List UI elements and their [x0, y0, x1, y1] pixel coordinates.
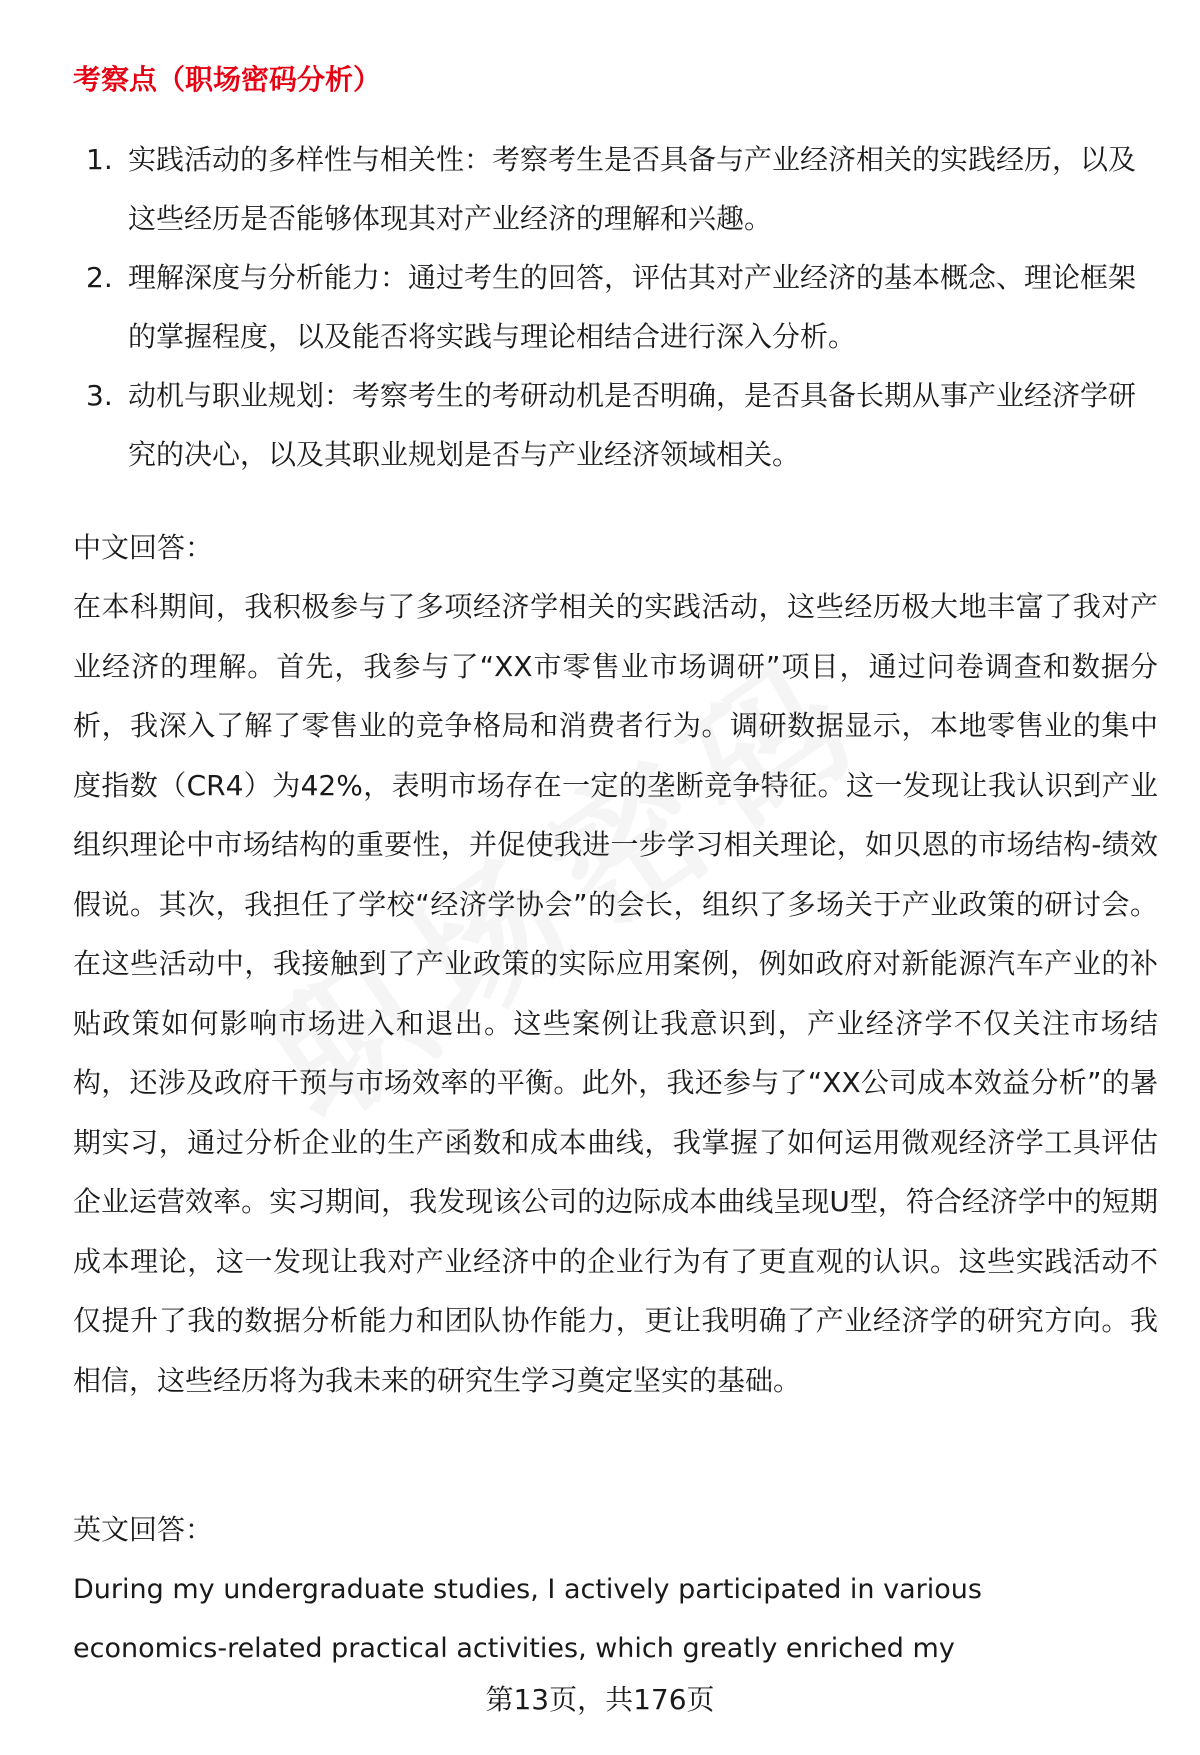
list-number: 3.	[86, 379, 113, 412]
section-heading: 考察点（职场密码分析）	[73, 63, 382, 96]
chinese-answer-body: 在本科期间，我积极参与了多项经济学相关的实践活动，这些经历极大地丰富了我对产业经济的理解。首先，我参与了“XX市零售业市场调研”项目，通过问卷调查和数据分析，我深入了解了零售业的竞争格局和消费者行为。调研数据显示，本地零售业的集中度指数（CR4）为42%，表明市场存在一定的垄断竞争特征。这一发现让我认识到产业组织理论中市场结构的重要性，并促使我进一步学习相关理论，如贝恩的市场结构-绩效假说。其次，我担任了学校“经济学协会”的会长，组织了多场关于产业政策的研讨会。在这些活动中，我接触到了产业政策的实际应用案例，例如政府对新能源汽车产业的补贴政策如何影响市场进入和退出。这些案例让我意识到，产业经济学不仅关注市场结构，还涉及政府干预与市场效率的平衡。此外，我还参与了“XX公司成本效益分析”的暑期实习，通过分析企业的生产函数和成本曲线，我掌握了如何运用微观经济学工具评估企业运营效率。实习期间，我发现该公司的边际成本曲线呈现U型，符合经济学中的短期成本理论，这一发现让我对产业经济中的企业行为有了更直观的认识。这些实践活动不仅提升了我的数据分析能力和团队协作能力，更让我明确了产业经济学的研究方向。我相信，这些经历将为我未来的研究生学习奠定坚实的基础。	[73, 590, 1158, 1397]
list-item-text: 实践活动的多样性与相关性：考察考生是否具备与产业经济相关的实践经历，以及这些经历是否能够体现其对产业经济的理解和兴趣。	[128, 143, 1137, 235]
list-number: 2.	[86, 261, 113, 294]
list-item	[73, 248, 1153, 366]
english-answer-line: economics-related practical activities, which greatly enriched my	[73, 1633, 955, 1664]
english-answer-label: 英文回答：	[73, 1513, 214, 1546]
list-item-text: 理解深度与分析能力：通过考生的回答，评估其对产业经济的基本概念、理论框架的掌握程度，以及能否将实践与理论相结合进行深入分析。	[128, 261, 1137, 353]
list-item	[73, 366, 1153, 484]
list-item	[73, 130, 1153, 248]
page-indicator: 第13页，共176页	[485, 1683, 715, 1716]
assessment-points-list	[73, 130, 1153, 484]
list-number: 1.	[86, 143, 113, 176]
chinese-answer-label: 中文回答：	[73, 531, 214, 564]
list-item-text: 动机与职业规划：考察考生的考研动机是否明确，是否具备长期从事产业经济学研究的决心，以及其职业规划是否与产业经济领域相关。	[128, 379, 1137, 471]
english-answer-line: During my undergraduate studies, I actively participated in various	[73, 1574, 982, 1605]
